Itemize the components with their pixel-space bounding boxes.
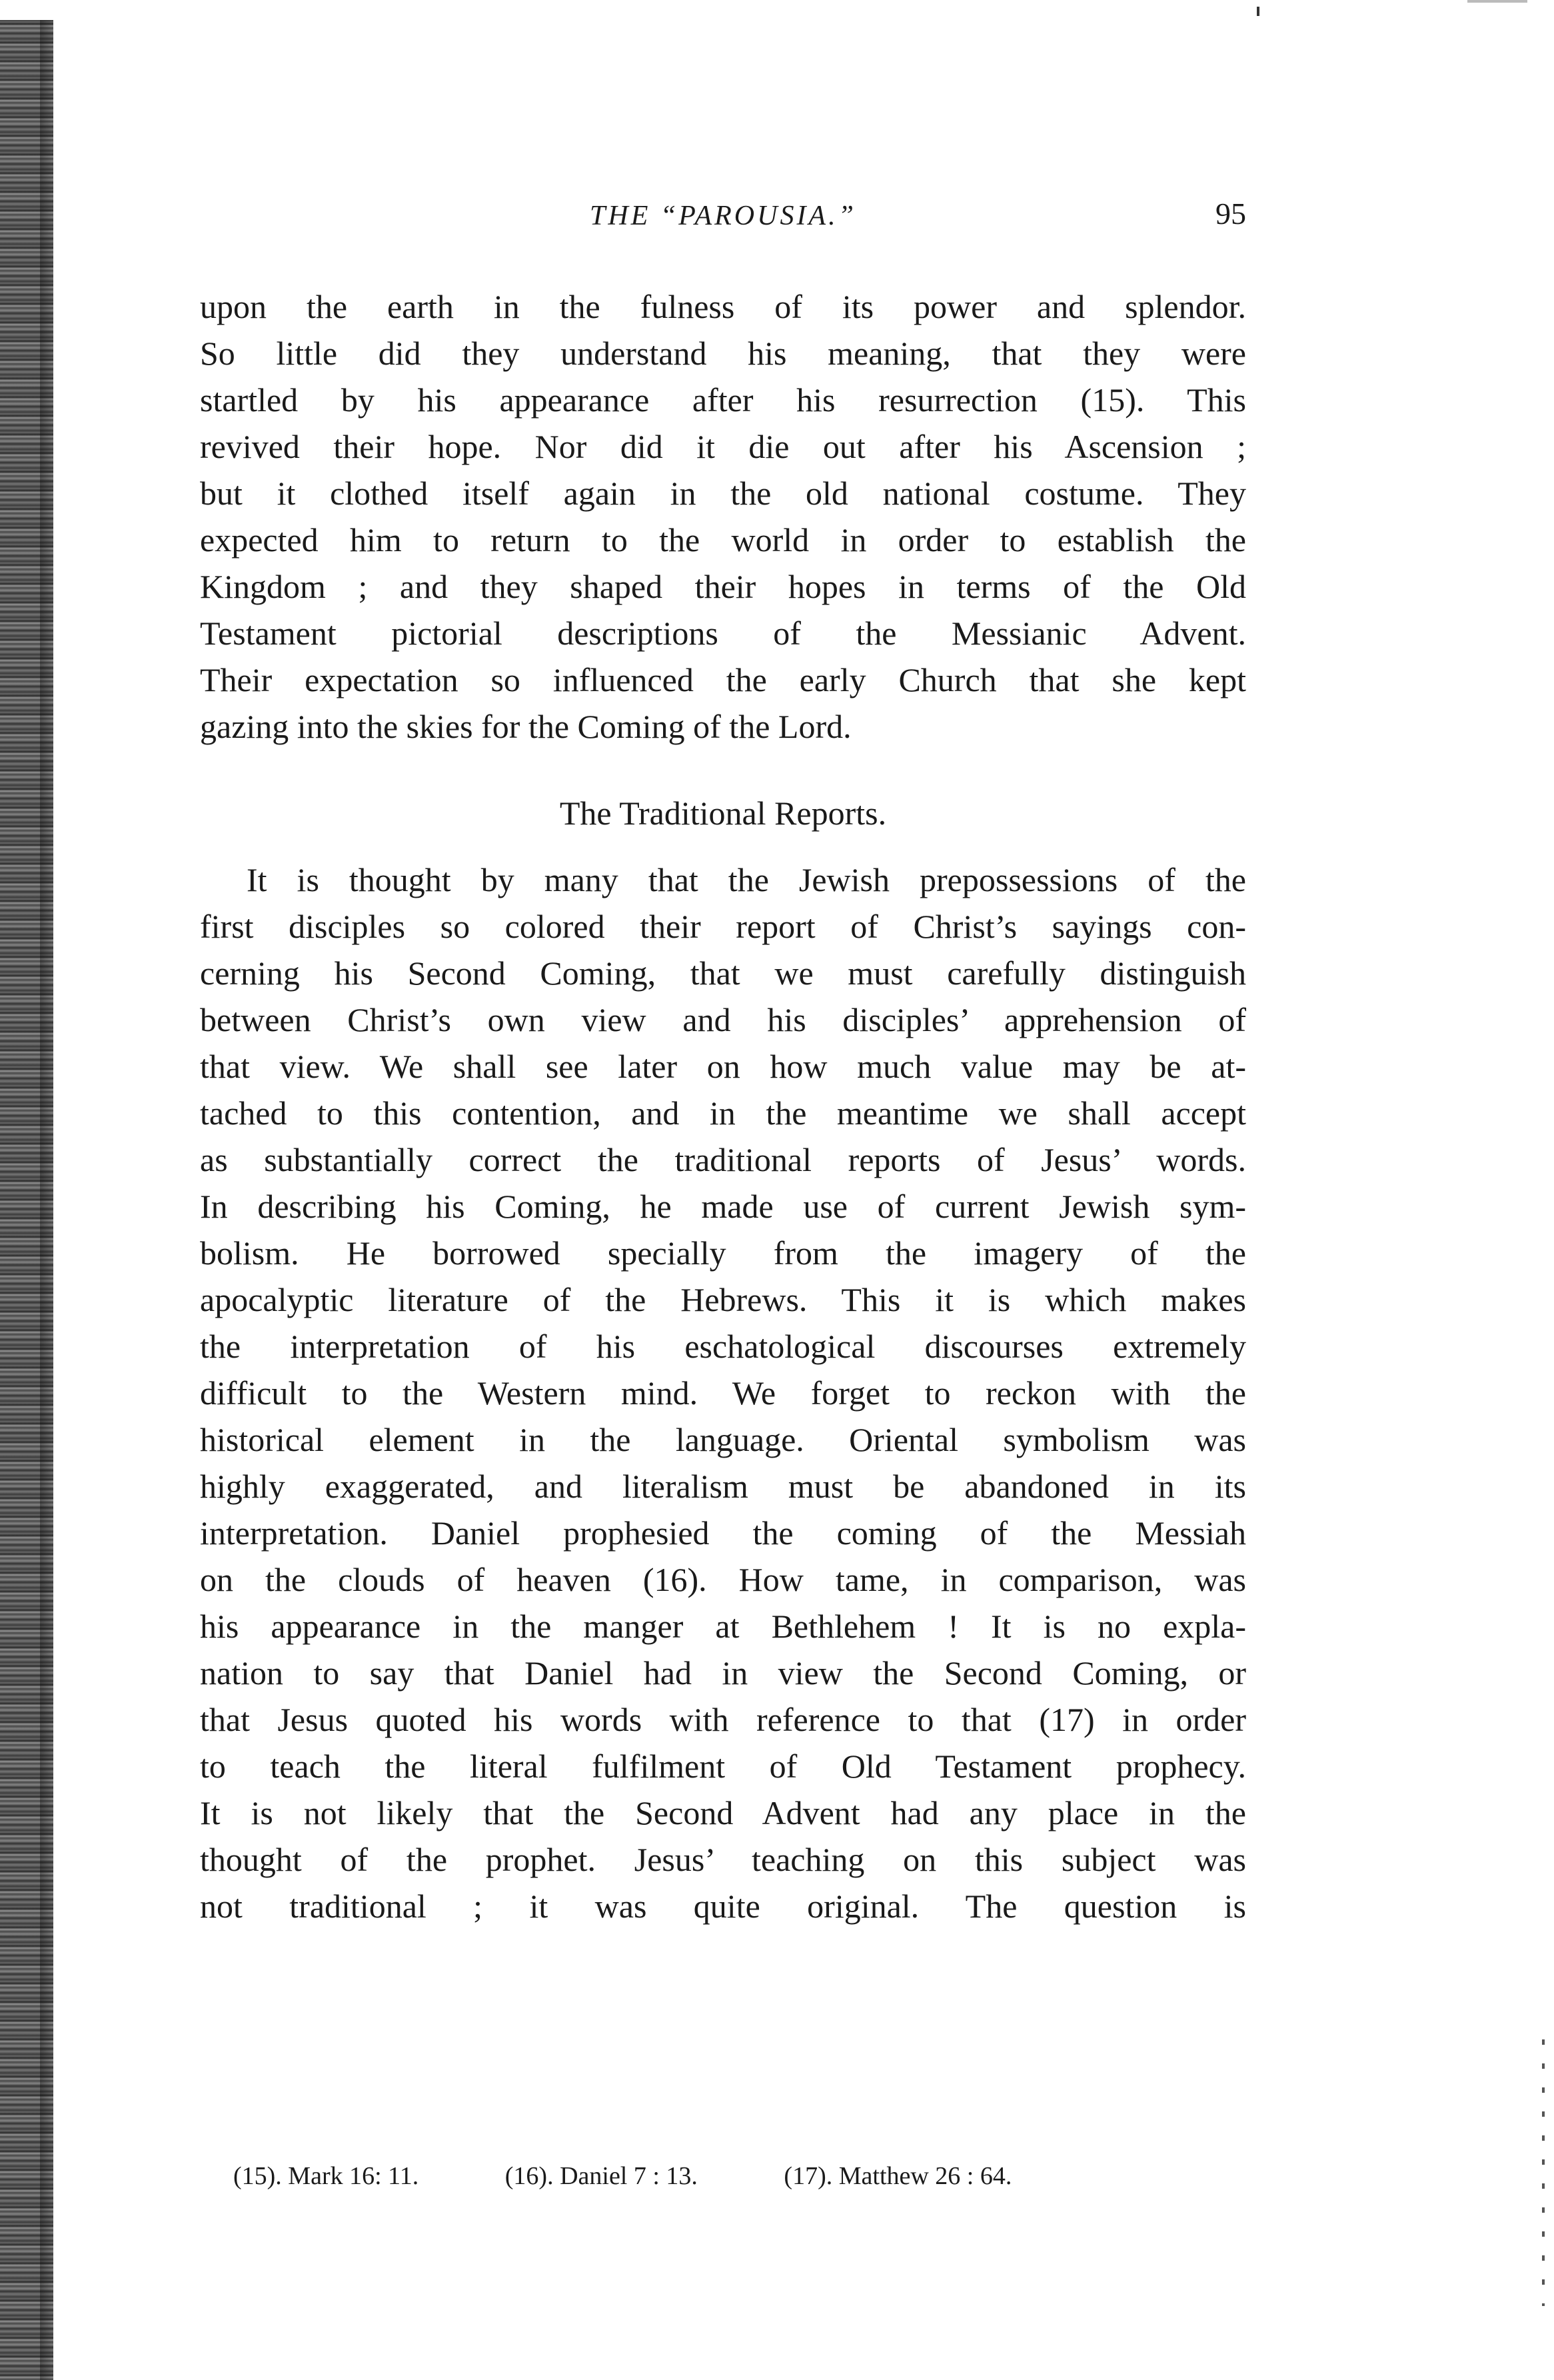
text-line: Kingdom ; and they shaped their hopes in terms of the Old — [200, 568, 1246, 605]
footnote: (17). Matthew 26 : 64. — [784, 2162, 1012, 2190]
text-line: his appearance in the manger at Bethlehem ! It is no expla- — [200, 1608, 1246, 1645]
text-line: cerning his Second Coming, that we must carefully distinguish — [200, 954, 1246, 992]
text-line: tached to this contention, and in the meantime we shall accept — [200, 1094, 1246, 1132]
text-line: revived their hope. Nor did it die out after his Ascension ; — [200, 428, 1246, 465]
body-text — [200, 283, 1246, 1929]
text-line: difficult to the Western mind. We forget to reckon with the — [200, 1374, 1246, 1412]
text-line: bolism. He borrowed specially from the imagery of the — [200, 1234, 1246, 1272]
text-line: that view. We shall see later on how much value may be at- — [200, 1048, 1246, 1085]
paragraph-1 — [200, 283, 1246, 750]
text-line: interpretation. Daniel prophesied the coming of the Messiah — [200, 1514, 1246, 1552]
text-line: It is not likely that the Second Advent had any place in the — [200, 1794, 1246, 1831]
scan-edge-specks — [1542, 2039, 1545, 2306]
scan-corner-mark — [1467, 0, 1527, 3]
running-title: THE “PAROUSIA.” — [590, 201, 856, 231]
text-line: between Christ’s own view and his disciples’ apprehension of — [200, 1001, 1246, 1038]
text-line: thought of the prophet. Jesus’ teaching on this subject was — [200, 1841, 1246, 1878]
text-line: on the clouds of heaven (16). How tame, in comparison, was — [200, 1561, 1246, 1598]
text-line: expected him to return to the world in order to establish the — [200, 521, 1246, 559]
paragraph-2 — [200, 856, 1246, 1929]
text-line: first disciples so colored their report of Christ’s sayings con- — [200, 908, 1246, 945]
page-number: 95 — [1215, 197, 1246, 231]
text-line: So little did they understand his meaning, that they were — [200, 335, 1246, 372]
text-line: not traditional ; it was quite original. The question is — [200, 1887, 1246, 1925]
scan-tick-mark — [1257, 7, 1259, 16]
text-line: but it clothed itself again in the old national costume. They — [200, 475, 1246, 512]
section-heading: The Traditional Reports. — [559, 794, 887, 832]
footnote: (16). Daniel 7 : 13. — [504, 2162, 698, 2190]
text-line: as substantially correct the traditional reports of Jesus’ words. — [200, 1141, 1246, 1178]
text-line: highly exaggerated, and literalism must be abandoned in its — [200, 1468, 1246, 1505]
text-line: the interpretation of his eschatological discourses extremely — [200, 1328, 1246, 1365]
text-line: upon the earth in the fulness of its power and splendor. — [200, 288, 1246, 325]
text-line: historical element in the language. Oriental symbolism was — [200, 1421, 1246, 1458]
text-line: It is thought by many that the Jewish prepossessions of the — [247, 861, 1246, 898]
running-head — [200, 193, 1246, 240]
text-line: that Jesus quoted his words with reference to that (17) in order — [200, 1701, 1246, 1738]
text-line: In describing his Coming, he made use of current Jewish sym- — [200, 1188, 1246, 1225]
text-line: to teach the literal fulfilment of Old Testament prophecy. — [200, 1748, 1246, 1785]
text-line: Their expectation so influenced the early Church that she kept — [200, 661, 1246, 698]
text-line: nation to say that Daniel had in view the Second Coming, or — [200, 1654, 1246, 1692]
footnotes — [233, 2156, 1233, 2196]
text-line: apocalyptic literature of the Hebrews. This it is which makes — [200, 1281, 1246, 1318]
scan-binding-shadow — [40, 20, 53, 2380]
footnote: (15). Mark 16: 11. — [233, 2162, 419, 2190]
text-line: gazing into the skies for the Coming of the Lord. — [200, 708, 852, 745]
text-line: Testament pictorial descriptions of the Messianic Advent. — [200, 614, 1246, 652]
text-line: startled by his appearance after his resurrection (15). This — [200, 381, 1246, 419]
